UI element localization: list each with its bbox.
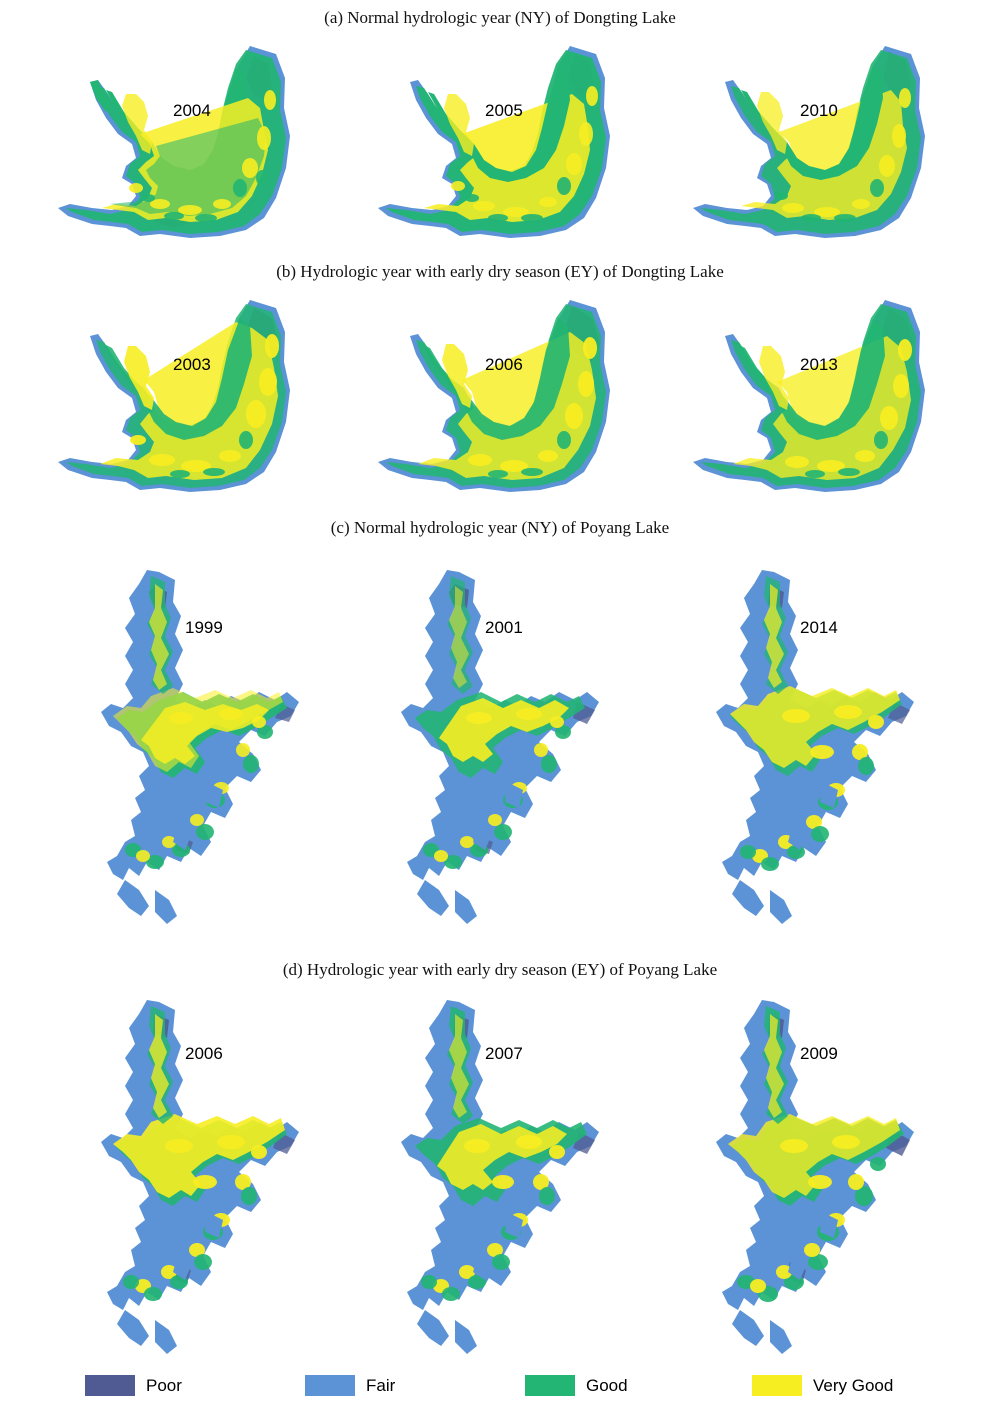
legend-label-poor: Poor bbox=[146, 1375, 182, 1395]
panel-c bbox=[0, 518, 1000, 950]
panel-a-maps bbox=[0, 38, 1000, 253]
poyang-map-svg bbox=[55, 550, 345, 950]
legend-swatch-poor bbox=[85, 1375, 135, 1396]
poyang-map-svg bbox=[670, 550, 960, 950]
year-label: 2006 bbox=[185, 1044, 223, 1063]
panel-a-title: (a) Normal hydrologic year (NY) of Dongting Lake bbox=[324, 8, 676, 27]
panel-c-title: (c) Normal hydrologic year (NY) of Poyang Lake bbox=[330, 518, 670, 537]
dongting-map-svg bbox=[360, 38, 660, 253]
legend-swatch-good bbox=[525, 1375, 575, 1396]
legend-item-fair bbox=[305, 1375, 395, 1396]
year-label: 2003 bbox=[173, 355, 211, 374]
year-label: 2005 bbox=[485, 101, 523, 120]
year-label: 2007 bbox=[485, 1044, 523, 1063]
map-dongting-2004[interactable] bbox=[40, 38, 340, 253]
map-dongting-2006[interactable] bbox=[360, 292, 660, 507]
legend-item-good bbox=[525, 1375, 628, 1396]
map-dongting-2010[interactable] bbox=[675, 38, 975, 253]
year-label: 2009 bbox=[800, 1044, 838, 1063]
panel-c-maps bbox=[0, 550, 1000, 950]
map-poyang-1999[interactable] bbox=[55, 550, 345, 950]
map-poyang-2001[interactable] bbox=[355, 550, 645, 950]
year-label: 2013 bbox=[800, 355, 838, 374]
year-label: 2001 bbox=[485, 618, 523, 637]
panel-d-title: (d) Hydrologic year with early dry season (EY) of Poyang Lake bbox=[282, 960, 718, 979]
legend-label-very-good: Very Good bbox=[813, 1375, 894, 1395]
poyang-map-svg bbox=[355, 550, 645, 950]
dongting-map-svg bbox=[40, 38, 340, 253]
panel-b-maps bbox=[0, 292, 1000, 507]
map-dongting-2005[interactable] bbox=[360, 38, 660, 253]
legend-item-very-good bbox=[752, 1375, 893, 1396]
panel-b-title: (b) Hydrologic year with early dry season (EY) of Dongting Lake bbox=[276, 262, 724, 281]
panel-d-maps bbox=[0, 992, 1000, 1362]
map-poyang-2009[interactable] bbox=[670, 992, 960, 1362]
map-poyang-2014[interactable] bbox=[670, 550, 960, 950]
dongting-map-svg bbox=[675, 292, 975, 507]
year-label: 2014 bbox=[800, 618, 838, 637]
map-poyang-2007[interactable] bbox=[355, 992, 645, 1362]
map-dongting-2013[interactable] bbox=[675, 292, 975, 507]
dongting-map-svg bbox=[40, 292, 340, 507]
dongting-map-svg bbox=[675, 38, 975, 253]
legend-label-good: Good bbox=[586, 1375, 628, 1395]
map-dongting-2003[interactable] bbox=[40, 292, 340, 507]
legend bbox=[0, 1375, 1000, 1415]
legend-swatch-fair bbox=[305, 1375, 355, 1396]
year-label: 2004 bbox=[173, 101, 211, 120]
panel-a bbox=[0, 8, 1000, 253]
legend-item-poor bbox=[85, 1375, 182, 1396]
year-label: 1999 bbox=[185, 618, 223, 637]
legend-swatch-very-good bbox=[752, 1375, 802, 1396]
legend-label-fair: Fair bbox=[366, 1375, 396, 1395]
year-label: 2010 bbox=[800, 101, 838, 120]
panel-d bbox=[0, 960, 1000, 1362]
year-label: 2006 bbox=[485, 355, 523, 374]
dongting-map-svg bbox=[360, 292, 660, 507]
panel-b bbox=[0, 262, 1000, 507]
map-poyang-2006[interactable] bbox=[55, 992, 345, 1362]
